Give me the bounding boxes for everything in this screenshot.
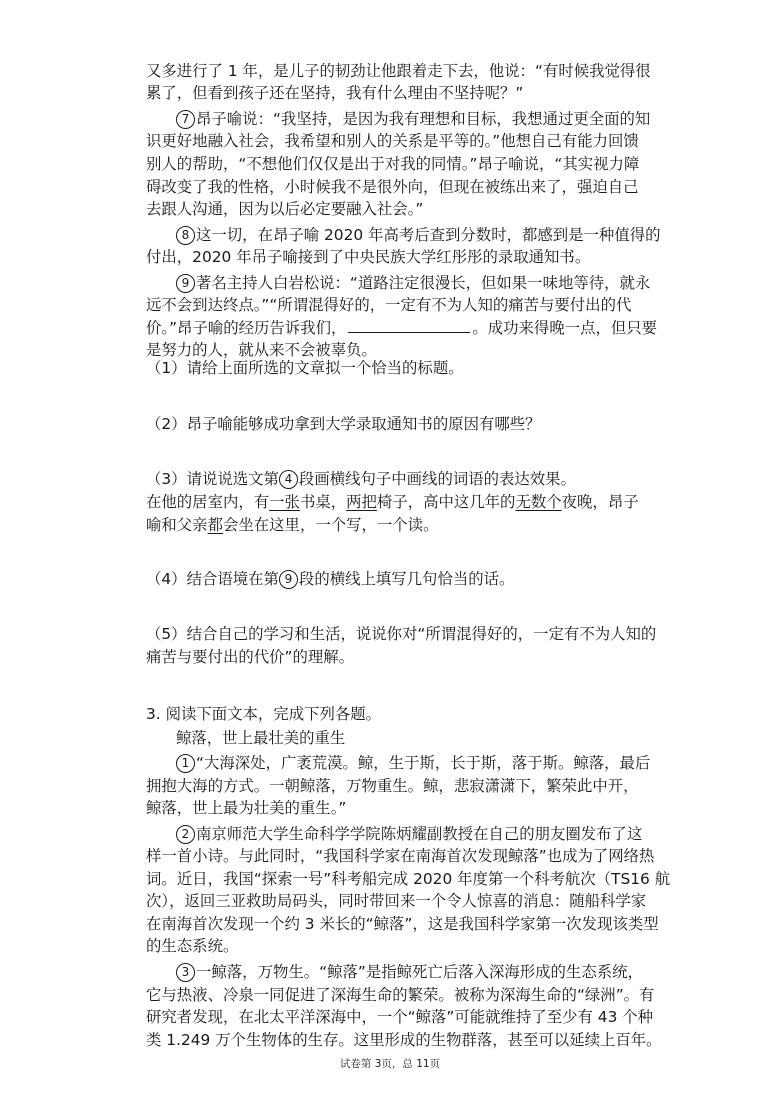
paragraph-number-2: 2 [176,825,195,844]
text-span: 椅子，高中这几年的 [376,493,516,511]
text-line: 是努力的人，就从来不会被辜负。 [146,341,377,359]
text-line: 鲸落，世上最为壮美的重生。” [146,799,347,817]
text-line: 又多进行了 1 年，是儿子的韧劲让他跟着走下去，他说：“有时候我觉得很 [146,62,651,80]
text-span: 一鲸落，万物生。“鲸落”是指鲸死亡后落入深海形成的生态系统， [196,963,643,981]
text-span: （4）结合语境在第 [146,570,279,588]
text-line: 在南海首次发现一个约 3 米长的“鲸落”，这是我国科学家第一次发现该类型 [146,915,659,933]
underlined-word: 都 [207,516,223,534]
page-footer: 试卷第 3页，总 11页 [339,1058,441,1070]
question-2: （2）昂子喻能够成功拿到大学录取通知书的原因有哪些？ [146,415,541,433]
text-line: 它与热液、冷泉一同促进了深海生命的繁荣。被称为深海生命的“绿洲”。有 [146,986,655,1004]
underlined-word: 两把 [346,493,377,511]
text-line: 累了，但看到孩子还在坚持，我有什么理由不坚持呢？” [146,84,524,102]
text-line: 识更好地融入社会，我希望和别人的关系是平等的。”他想自己有能力回馈 [146,132,639,150]
text-line: 碍改变了我的性格，小时候我不是很外向，但现在被练出来了，强迫自己 [146,178,639,196]
paragraph-number-3: 3 [176,963,195,982]
text-span: “大海深处，广袤荒漠。鲸，生于斯，长于斯，落于斯。鲸落，最后 [196,754,651,772]
question-5: （5）结合自己的学习和生活，说说你对“所谓混得好的，一定有不为人知的 [146,625,657,643]
question-1: （1）请给上面所选的文章拟一个恰当的标题。 [146,359,464,377]
paragraph-8-line [176,224,661,246]
fill-in-blank[interactable] [348,318,470,333]
text-span: 昂子喻说：“我坚持，是因为我有理想和目标，我想通过更全面的知 [196,110,651,128]
text-line: 别人的帮助，“不想他们仅仅是出于对我的同情。”昂子喻说，“其实视力障 [146,155,640,173]
text-span: 喻和父亲 [146,516,208,534]
paragraph-7-line [176,108,650,130]
paragraph-number-9: 9 [176,274,195,293]
text-line: 样一首小诗。与此同时，“我国科学家在南海首次发现鲸落”也成为了网络热 [146,847,655,865]
article-paragraph-2 [176,823,642,845]
paragraph-number-7: 7 [176,110,195,129]
article-paragraph-1 [176,752,650,774]
text-span: 会坐在这里，一个写，一个读。 [222,516,439,534]
question-3 [146,468,576,490]
text-line: 词。近日，我国“探索一号”科考船完成 2020 年度第一个科考航次（TS16 航 [146,870,671,888]
article-title: 鲸落，世上最壮美的重生 [176,729,346,747]
text-span: （3）请说说选文第 [146,470,279,488]
text-span: 书桌， [299,493,347,511]
text-line: 拥抱大海的方式。一朝鲸落，万物重生。鲸，悲寂潇潇下，繁荣此中开， [146,777,639,795]
text-span: 这一切，在昂子喻 2020 年高考后查到分数时，都感到是一种值得的 [196,226,661,244]
text-span: 南京师范大学生命科学学院陈炳耀副教授在自己的朋友圈发布了这 [196,825,643,843]
text-span: 著名主持人白岩松说：“道路注定很漫长，但如果一味地等待，就永 [196,274,651,292]
text-line: 次），返回三亚救助局码头，同时带回来一个令人惊喜的消息：随船科学家 [146,892,647,910]
text-span: 段画横线句子中画线的词语的表达效果。 [298,470,576,488]
text-span: 段的横线上填写几句恰当的话。 [298,570,515,588]
text-line: 研究者发现，在北太平洋深海中，一个“鲸落”可能就维持了至少有 43 个种 [146,1008,654,1026]
text-span: 。成功来得晚一点，但只要 [472,319,658,337]
text-line: 类 1.249 万个生物体的生存。这里形成的生物群落，甚至可以延续上百年。 [146,1031,662,1049]
section-heading: 3. 阅读下面文本，完成下列各题。 [146,705,382,723]
quoted-sentence [146,491,639,513]
paragraph-number-1: 1 [176,754,195,773]
underlined-word: 无数个 [515,493,562,511]
article-paragraph-3 [176,961,643,983]
paragraph-9-line [176,272,650,294]
text-line [146,317,657,339]
question-4 [146,568,514,590]
text-line: 付出，2020 年吊子喻接到了中央民族大学红彤彤的录取通知书。 [146,248,591,266]
text-span: 在他的居室内，有 [146,493,270,511]
paragraph-number-9: 9 [279,570,298,589]
text-span: 价。”昂子喻的经历告诉我们， [146,319,347,337]
paragraph-number-4: 4 [279,470,298,489]
question-5-cont: 痛苦与要付出的代价”的理解。 [146,648,355,666]
text-line: 远不会到达终点。”“所谓混得好的，一定有不为人知的痛苦与要付出的代 [146,296,632,314]
text-span: 夜晚，昂子 [561,493,639,511]
text-line: 的生态系统。 [146,937,239,955]
underlined-word: 一张 [269,493,300,511]
text-line: 去跟人沟通，因为以后必定要融入社会。” [146,200,424,218]
quoted-sentence [146,514,438,536]
paragraph-number-8: 8 [176,226,195,245]
